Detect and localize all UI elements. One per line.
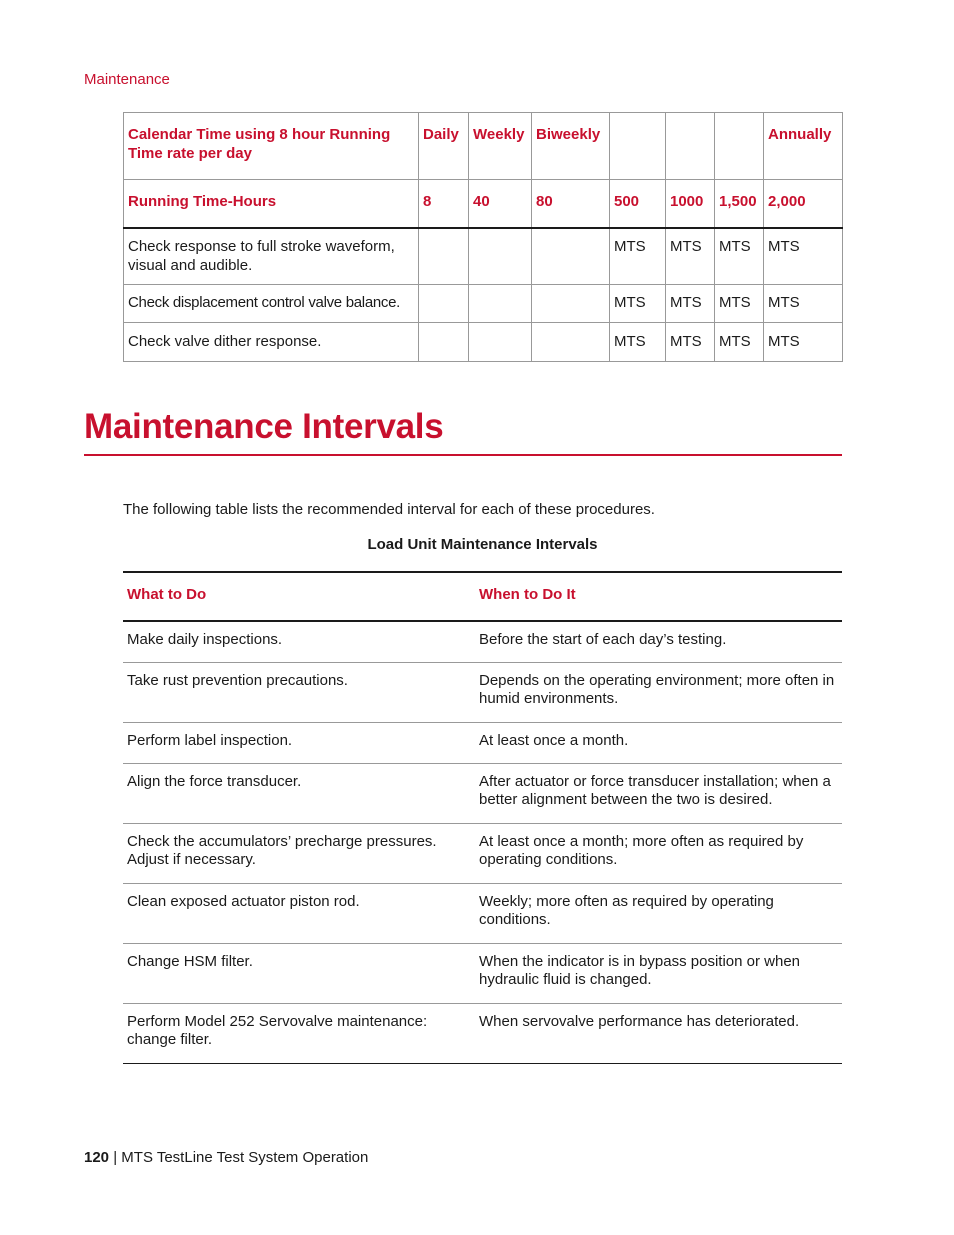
table-cell: [469, 323, 532, 362]
table-cell: When servovalve performance has deteriorated.: [475, 1004, 842, 1064]
table-cell: Check valve dither response.: [124, 323, 419, 362]
table-cell: MTS: [715, 323, 764, 362]
header-cell: 1000: [666, 180, 715, 229]
header-cell: 1,500: [715, 180, 764, 229]
table-row: [123, 723, 842, 764]
table-cell: Perform Model 252 Servovalve maintenance: change filter.: [123, 1004, 475, 1064]
header-cell: 40: [469, 180, 532, 229]
header-cell: 80: [532, 180, 610, 229]
header-cell: 2,000: [764, 180, 843, 229]
table-cell: [419, 228, 469, 285]
table-cell: Change HSM filter.: [123, 944, 475, 1004]
table-cell: Depends on the operating environment; more often in humid environments.: [475, 663, 842, 723]
table-cell: MTS: [610, 323, 666, 362]
header-cell: [666, 113, 715, 180]
table-header-row: [123, 572, 842, 621]
header-cell: [715, 113, 764, 180]
table-header-row: [124, 113, 843, 180]
table-row: [124, 285, 843, 323]
table-row: [123, 663, 842, 723]
table-row: [124, 228, 843, 285]
table-cell: MTS: [764, 285, 843, 323]
table-cell: MTS: [715, 285, 764, 323]
table-cell: MTS: [764, 228, 843, 285]
table-cell: Check response to full stroke waveform, visual and audible.: [124, 228, 419, 285]
table-cell: Take rust prevention precautions.: [123, 663, 475, 723]
table-cell: MTS: [666, 228, 715, 285]
header-cell: 500: [610, 180, 666, 229]
table-cell: MTS: [715, 228, 764, 285]
header-cell: Running Time-Hours: [124, 180, 419, 229]
table-row: [123, 621, 842, 663]
table-row: [123, 824, 842, 884]
table-cell: Clean exposed actuator piston rod.: [123, 884, 475, 944]
header-cell: Weekly: [469, 113, 532, 180]
table-cell: [532, 285, 610, 323]
table-cell: MTS: [610, 228, 666, 285]
maintenance-schedule-table: [123, 112, 843, 362]
table-cell: MTS: [666, 323, 715, 362]
header-cell: What to Do: [123, 572, 475, 621]
table-cell: [419, 285, 469, 323]
table-cell: At least once a month; more often as required by operating conditions.: [475, 824, 842, 884]
running-header: Maintenance: [84, 71, 170, 88]
table-caption: Load Unit Maintenance Intervals: [367, 536, 598, 553]
table-cell: MTS: [610, 285, 666, 323]
header-cell: Daily: [419, 113, 469, 180]
table-cell: [469, 285, 532, 323]
page-footer: [84, 1149, 368, 1166]
header-cell: Annually: [764, 113, 843, 180]
table-cell: [532, 228, 610, 285]
intervals-table: [123, 571, 842, 1064]
header-cell: 8: [419, 180, 469, 229]
table-cell: Check the accumulators’ precharge pressures. Adjust if necessary.: [123, 824, 475, 884]
header-cell: When to Do It: [475, 572, 842, 621]
header-cell: Calendar Time using 8 hour Running Time rate per day: [124, 113, 419, 180]
title-divider: [84, 454, 842, 456]
table-row: [123, 884, 842, 944]
table-cell: After actuator or force transducer installation; when a better alignment between the two is desired.: [475, 764, 842, 824]
table-cell: At least once a month.: [475, 723, 842, 764]
table-cell: Perform label inspection.: [123, 723, 475, 764]
table-row: [123, 1004, 842, 1064]
page-number: 120: [84, 1149, 110, 1166]
table-header-row: [124, 180, 843, 229]
table-row: [124, 323, 843, 362]
table-cell: [419, 323, 469, 362]
table-cell: MTS: [666, 285, 715, 323]
table-row: [123, 944, 842, 1004]
intro-paragraph: The following table lists the recommended interval for each of these procedures.: [123, 501, 655, 518]
table-row: [123, 764, 842, 824]
header-cell: Biweekly: [532, 113, 610, 180]
table-cell: Check displacement control valve balance.: [124, 285, 419, 323]
table-cell: Make daily inspections.: [123, 621, 475, 663]
table-cell: Align the force transducer.: [123, 764, 475, 824]
document-title: MTS TestLine Test System Operation: [121, 1149, 369, 1166]
header-cell: [610, 113, 666, 180]
table-cell: Before the start of each day’s testing.: [475, 621, 842, 663]
table-cell: [532, 323, 610, 362]
section-title: Maintenance Intervals: [84, 407, 444, 446]
table-cell: Weekly; more often as required by operating conditions.: [475, 884, 842, 944]
footer-separator: |: [113, 1149, 118, 1166]
table-cell: When the indicator is in bypass position or when hydraulic fluid is changed.: [475, 944, 842, 1004]
table-cell: MTS: [764, 323, 843, 362]
table-cell: [469, 228, 532, 285]
